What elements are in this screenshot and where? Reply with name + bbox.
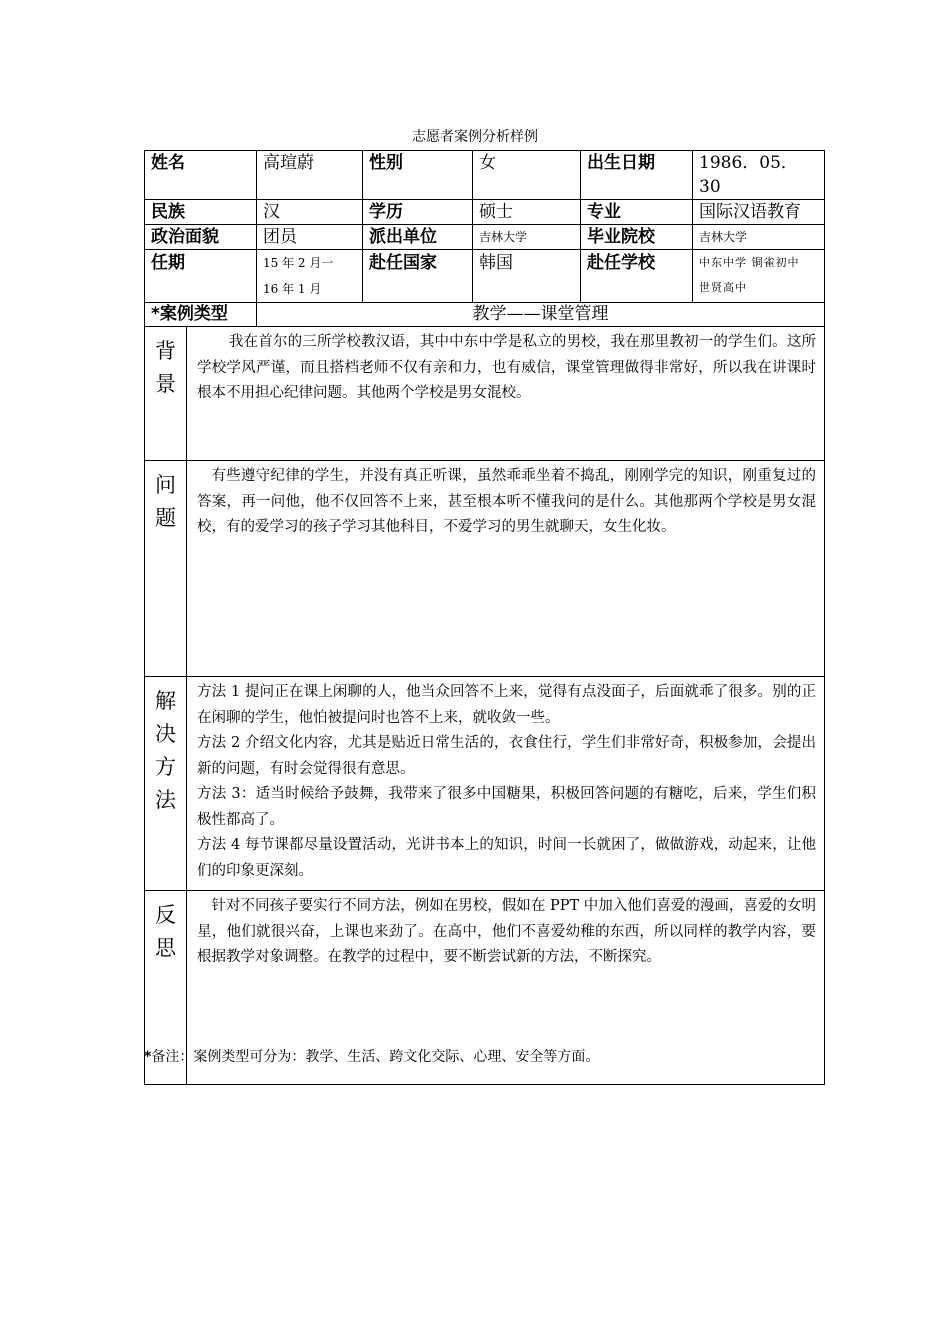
name-value: 高瑄蔚	[257, 151, 363, 200]
footnote-star: *	[144, 1049, 152, 1065]
political-value: 团员	[257, 225, 363, 250]
term-value	[257, 250, 363, 303]
table-row	[145, 250, 825, 303]
case-type-label: *案例类型	[145, 303, 257, 327]
school-value	[693, 250, 825, 303]
ethnic-value: 汉	[257, 200, 363, 225]
problem-heading	[145, 461, 187, 677]
term-line-2: 16 年 1 月	[263, 282, 322, 296]
footnote	[144, 1046, 599, 1066]
solution-row	[145, 677, 825, 891]
background-text: 我在首尔的三所学校教汉语，其中中东中学是私立的男校，我在那里教初一的学生们。这所学校学风严谨，而且搭档老师不仅有亲和力，也有威信，课堂管理做得非常好，所以我在讲课时根本不用担心纪律问题。其他两个学校是男女混校。	[197, 334, 816, 401]
solution-heading	[145, 677, 187, 891]
term-label: 任期	[145, 250, 257, 303]
solution-method-1: 方法 1 提问正在课上闲聊的人，他当众回答不上来，觉得有点没面子，后面就乖了很多。别的正在闲聊的学生，他怕被提问时也答不上来，就收敛一些。	[197, 684, 816, 726]
case-table	[144, 150, 825, 1085]
background-char-2: 景	[155, 372, 176, 396]
edu-value: 硕士	[473, 200, 581, 225]
school-line-2: 世贤高中	[699, 281, 747, 294]
table-row	[145, 151, 825, 200]
birth-label: 出生日期	[581, 151, 693, 200]
background-row	[145, 327, 825, 461]
birth-value: 1986．05．30	[693, 151, 825, 200]
reflection-text: 针对不同孩子要实行不同方法，例如在男校，假如在 PPT 中加入他们喜爱的漫画，喜爱的女明星，他们就很兴奋，上课也来劲了。在高中，他们不喜爱幼稚的东西，所以同样的教学内容，要根据教学对象调整。在教学的过程中，要不断尝试新的方法，不断探究。	[197, 898, 816, 965]
table-row	[145, 200, 825, 225]
solution-method-3: 方法 3：适当时候给予鼓舞，我带来了很多中国糖果，积极回答问题的有糖吃，后来，学生们积极性都高了。	[197, 786, 816, 828]
political-label: 政治面貌	[145, 225, 257, 250]
school-label: 赴任学校	[581, 250, 693, 303]
edu-label: 学历	[363, 200, 473, 225]
solution-method-4: 方法 4 每节课都尽量设置活动，光讲书本上的知识，时间一长就困了，做做游戏，动起来，让他们的印象更深刻。	[197, 837, 816, 879]
problem-row	[145, 461, 825, 677]
country-value: 韩国	[473, 250, 581, 303]
country-label: 赴任国家	[363, 250, 473, 303]
major-value: 国际汉语教育	[693, 200, 825, 225]
problem-char-2: 题	[155, 506, 176, 530]
document-title: 志愿者案例分析样例	[412, 129, 538, 145]
major-label: 专业	[581, 200, 693, 225]
background-heading	[145, 327, 187, 461]
gender-label: 性别	[363, 151, 473, 200]
dispatch-value: 吉林大学	[473, 225, 581, 250]
grad-label: 毕业院校	[581, 225, 693, 250]
table-row	[145, 225, 825, 250]
solution-content	[187, 677, 825, 891]
problem-text: 有些遵守纪律的学生，并没有真正听课，虽然乖乖坐着不捣乱，刚刚学完的知识，刚重复过的答案，再一问他，他不仅回答不上来，甚至根本听不懂我问的是什么。其他那两个学校是男女混校，有的爱学习的孩子学习其他科目，不爱学习的男生就聊天，女生化妆。	[197, 468, 816, 535]
school-line-1: 中东中学 铜雀初中	[699, 256, 800, 269]
ethnic-label: 民族	[145, 200, 257, 225]
grad-value: 吉林大学	[693, 225, 825, 250]
solution-char-1: 解	[155, 689, 176, 713]
case-type-value: 教学——课堂管理	[257, 303, 825, 327]
background-char-1: 背	[155, 339, 176, 363]
table-row	[145, 303, 825, 327]
reflection-char-2: 思	[155, 936, 176, 960]
name-label: 姓名	[145, 151, 257, 200]
solution-char-4: 法	[155, 788, 176, 812]
term-line-1: 15 年 2 月一	[263, 256, 334, 270]
reflection-char-1: 反	[155, 903, 176, 927]
background-content	[187, 327, 825, 461]
problem-char-1: 问	[155, 473, 176, 497]
footnote-text: 备注：案例类型可分为：教学、生活、跨文化交际、心理、安全等方面。	[151, 1049, 600, 1065]
gender-value: 女	[473, 151, 581, 200]
solution-char-3: 方	[155, 755, 176, 779]
solution-char-2: 决	[155, 722, 176, 746]
solution-method-2: 方法 2 介绍文化内容，尤其是贴近日常生活的，衣食住行，学生们非常好奇，积极参加，会提出新的问题，有时会觉得很有意思。	[197, 735, 816, 777]
dispatch-label: 派出单位	[363, 225, 473, 250]
problem-content	[187, 461, 825, 677]
